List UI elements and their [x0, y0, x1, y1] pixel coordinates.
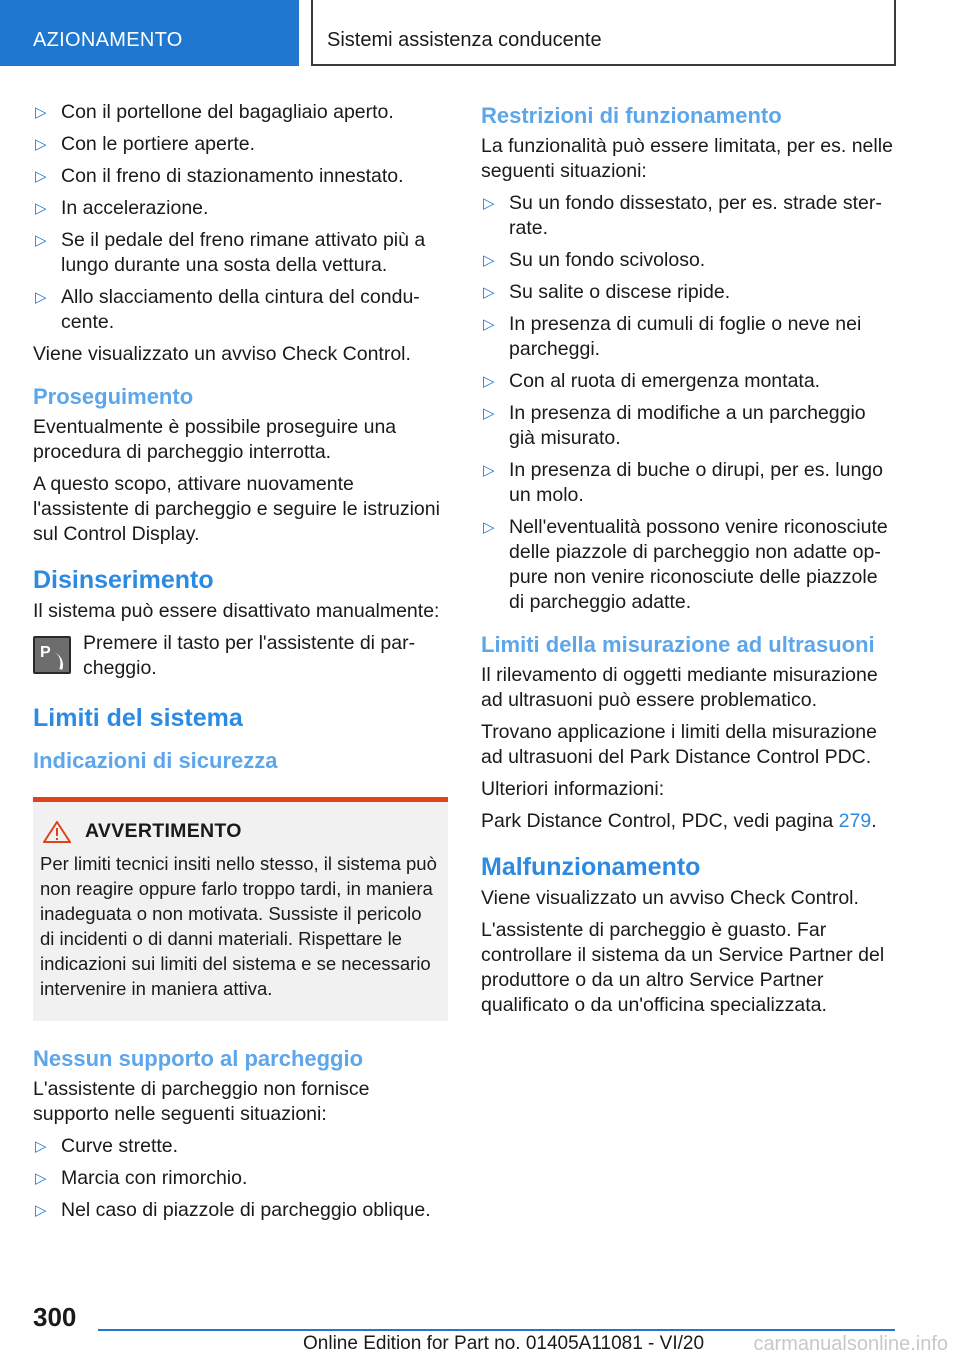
- list-item: ▷ Su un fondo dissestato, per es. strade sterrate.: [483, 192, 882, 239]
- warning-triangle-icon: [43, 821, 71, 843]
- section-title: AZIONAMENTO: [33, 29, 183, 51]
- triangle-bullet-icon: ▷: [35, 200, 47, 217]
- list-item: ▷ Su salite o discese ripide.: [483, 281, 731, 303]
- triangle-bullet-icon: ▷: [35, 289, 47, 306]
- list-item: ▷ Con il portellone del bagagliaio aperto.: [35, 101, 394, 123]
- heading-disinserimento: Disinserimento: [33, 566, 214, 594]
- park-assist-button-icon: P: [33, 636, 71, 674]
- footer-divider: [98, 1329, 895, 1331]
- paragraph: Eventualmente è possibile proseguire una procedura di parcheggio interrotta.: [33, 416, 397, 463]
- triangle-bullet-icon: ▷: [35, 136, 47, 153]
- paragraph: Ulteriori informazioni:: [481, 778, 665, 800]
- list-item: ▷ Curve strette.: [35, 1135, 179, 1157]
- heading-restrizioni: Restrizioni di funzionamento: [481, 103, 782, 128]
- list-item: ▷ Con le portiere aperte.: [35, 133, 256, 155]
- list-item: ▷ In presenza di modifiche a un parcheggio già misurato.: [483, 402, 866, 449]
- heading-malfunzionamento: Malfunzionamento: [481, 853, 701, 881]
- list-item: ▷ Nell'eventualità possono venire riconosciute delle piazzole di parcheggio non adatte oppure non venire riconosciute delle piazzole di parcheggio adatte.: [483, 516, 888, 613]
- paragraph: Il sistema può essere disattivato manualmente:: [33, 600, 440, 622]
- triangle-bullet-icon: ▷: [483, 195, 495, 212]
- triangle-bullet-icon: ▷: [35, 104, 47, 121]
- paragraph: La funzionalità può essere limitata, per es. nelle seguenti situazioni:: [481, 135, 893, 182]
- paragraph: Il rilevamento di oggetti mediante misurazione ad ultrasuoni può essere problematico.: [481, 664, 878, 711]
- triangle-bullet-icon: ▷: [35, 232, 47, 249]
- triangle-bullet-icon: ▷: [483, 284, 495, 301]
- triangle-bullet-icon: ▷: [35, 1138, 47, 1155]
- list-item: ▷ Nel caso di piazzole di parcheggio oblique.: [35, 1199, 431, 1221]
- no-support-list: [33, 1134, 448, 1223]
- list-item: ▷ In presenza di cumuli di foglie o neve nei parcheggi.: [483, 313, 862, 360]
- page-link-279[interactable]: 279: [838, 810, 872, 832]
- left-column: [33, 100, 448, 1230]
- triangle-bullet-icon: ▷: [483, 462, 495, 479]
- triangle-bullet-icon: ▷: [35, 168, 47, 185]
- list-item: ▷ In presenza di buche o dirupi, per es. lungo un molo.: [483, 459, 883, 506]
- list-item: ▷ Con il freno di stazionamento innestato.: [35, 165, 404, 187]
- heading-nessun-supporto: Nessun supporto al parcheggio: [33, 1046, 364, 1071]
- triangle-bullet-icon: ▷: [483, 316, 495, 333]
- list-item: ▷ Marcia con rimorchio.: [35, 1167, 248, 1189]
- triangle-bullet-icon: ▷: [35, 1202, 47, 1219]
- list-item: ▷ Allo slacciamento della cintura del conducente.: [35, 286, 420, 333]
- right-column: [481, 100, 896, 1025]
- triangle-bullet-icon: ▷: [483, 405, 495, 422]
- conditions-list: [33, 100, 448, 335]
- heading-indicazioni-sicurezza: Indicazioni di sicurezza: [33, 748, 278, 773]
- list-item: ▷ Con al ruota di emergenza montata.: [483, 370, 821, 392]
- list-item: ▷ Se il pedale del freno rimane attivato più a lungo durante una sosta della vettura.: [35, 229, 426, 276]
- restrictions-list: [481, 191, 896, 615]
- list-item: ▷ Su un fondo scivoloso.: [483, 249, 706, 271]
- button-instruction-text: Premere il tasto per l'assistente di parcheggio.: [83, 632, 416, 679]
- paragraph: L'assistente di parcheggio è guasto. Far controllare il sistema da un Service Partner del produttore o da un altro Service Partner qualificato o da un'officina specializzata.: [481, 919, 885, 1016]
- check-control-text: Viene visualizzato un avviso Check Control.: [33, 343, 411, 365]
- list-item: ▷ In accelerazione.: [35, 197, 209, 219]
- page-number: 300: [33, 1302, 77, 1332]
- pdc-reference: Park Distance Control, PDC, vedi pagina 279.: [481, 810, 877, 832]
- heading-limiti-sistema: Limiti del sistema: [33, 704, 243, 732]
- paragraph: Trovano applicazione i limiti della misurazione ad ultrasuoni del Park Distance Control PDC.: [481, 721, 877, 768]
- triangle-bullet-icon: ▷: [483, 373, 495, 390]
- chapter-title: Sistemi assistenza conducente: [327, 29, 602, 51]
- triangle-bullet-icon: ▷: [483, 519, 495, 536]
- triangle-bullet-icon: ▷: [35, 1170, 47, 1187]
- heading-proseguimento: Proseguimento: [33, 384, 194, 409]
- paragraph: A questo scopo, attivare nuovamente l'assistente di parcheggio e seguire le istruzioni sul Control Display.: [33, 473, 440, 545]
- chapter-tab: [311, 0, 896, 66]
- section-tab: [0, 0, 299, 66]
- watermark: carmanualsonline.info: [753, 1333, 948, 1355]
- warning-title: AVVERTIMENTO: [85, 820, 242, 842]
- warning-body: Per limiti tecnici insiti nello stesso, il sistema può non reagire oppure farlo troppo tardi, in maniera inadeguata o non motivata. Sussiste il pericolo di incidenti o di danni materiali. Rispettare le indicazioni sui limiti del sistema e se necessario intervenire in maniera attiva.: [40, 853, 437, 999]
- heading-limiti-ultrasuoni: Limiti della misurazione ad ultrasuoni: [481, 632, 875, 657]
- button-instruction: [33, 631, 448, 681]
- paragraph: L'assistente di parcheggio non fornisce supporto nelle seguenti situazioni:: [33, 1078, 370, 1125]
- warning-box: [33, 797, 448, 1021]
- edition-text: Online Edition for Part no. 01405A11081 - VI/20: [303, 1333, 705, 1354]
- paragraph: Viene visualizzato un avviso Check Control.: [481, 887, 859, 909]
- triangle-bullet-icon: ▷: [483, 252, 495, 269]
